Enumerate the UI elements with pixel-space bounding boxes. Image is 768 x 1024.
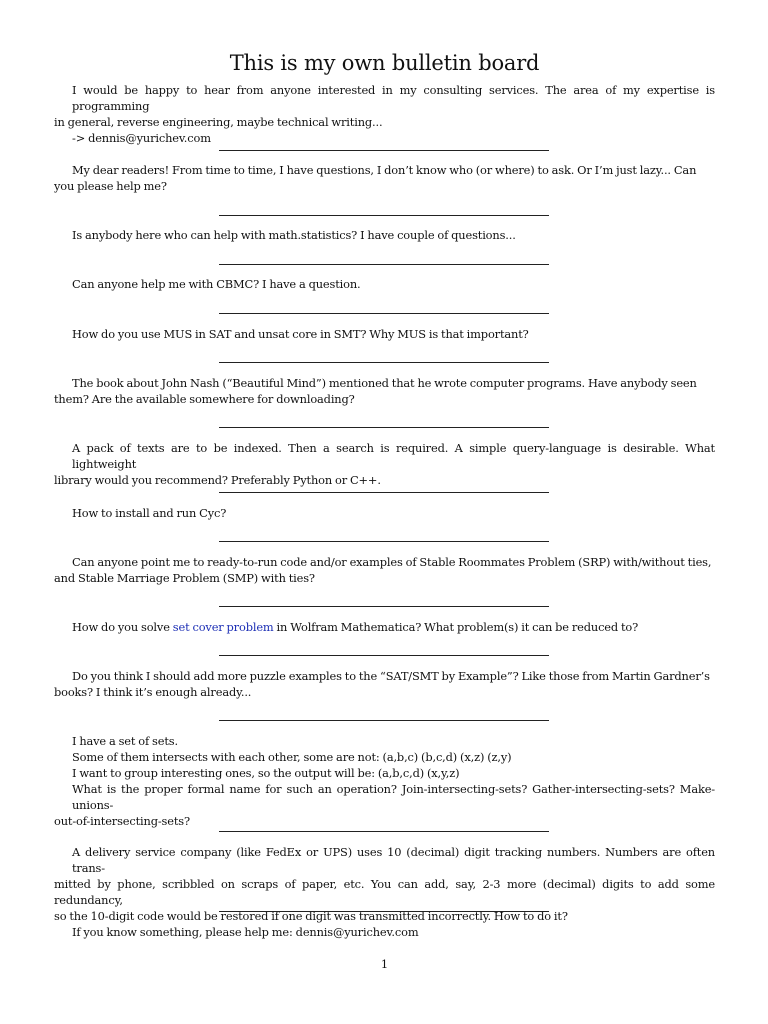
paragraph-text: in Wolfram Mathematica? What problem(s) it can be reduced to?: [273, 620, 639, 634]
separator-rule: [219, 492, 549, 493]
paragraph-set-of-sets: [54, 733, 715, 829]
paragraph-line: The book about John Nash (“Beautiful Mind”) mentioned that he wrote computer programs. Have anybody seen: [72, 376, 697, 390]
paragraph-line: Some of them intersects with each other, some are not: (a,b,c) (b,c,d) (x,z) (z,y): [72, 750, 512, 764]
paragraph-intro-questions: [54, 162, 715, 194]
paragraph-math-statistics: [54, 227, 715, 243]
paragraph-set-cover: [54, 619, 715, 635]
paragraph-line: library would you recommend? Preferably Python or C++.: [54, 473, 381, 487]
paragraph-line: I have a set of sets.: [72, 734, 178, 748]
separator-rule: [219, 215, 549, 216]
paragraph-line: -> dennis@yurichev.com: [72, 131, 211, 145]
paragraph-indexing: [54, 440, 715, 488]
separator-rule: [219, 655, 549, 656]
paragraph-cyc: [54, 505, 715, 521]
set-cover-link[interactable]: set cover problem: [172, 620, 274, 634]
paragraph-line: How to install and run Cyc?: [72, 506, 227, 520]
paragraph-line: mitted by phone, scribbled on scraps of paper, etc. You can add, say, 2-3 more (decimal) digits to add some redundancy,: [54, 877, 715, 907]
separator-rule: [219, 313, 549, 314]
paragraph-line: in general, reverse engineering, maybe technical writing...: [54, 115, 383, 129]
paragraph-line: What is the proper formal name for such an operation? Join-intersecting-sets? Gather-intersecting-sets? Make-unions-: [72, 782, 715, 812]
paragraph-line: Is anybody here who can help with math.statistics? I have couple of questions...: [72, 228, 516, 242]
paragraph-line: How do you use MUS in SAT and unsat core in SMT? Why MUS is that important?: [72, 327, 529, 341]
separator-rule: [219, 831, 549, 832]
paragraph-consulting: [54, 82, 715, 146]
page-title: This is my own bulletin board: [229, 51, 540, 75]
paragraph-line: I want to group interesting ones, so the output will be: (a,b,c,d) (x,y,z): [72, 766, 460, 780]
paragraph-text: How do you solve: [72, 620, 173, 634]
paragraph-line: books? I think it’s enough already...: [54, 685, 252, 699]
paragraph-line: so the 10-digit code would be restored if one digit was transmitted incorrectly. How to do it?: [54, 909, 568, 923]
separator-rule: [219, 720, 549, 721]
paragraph-line: Do you think I should add more puzzle examples to the “SAT/SMT by Example”? Like those from Martin Gardner’s: [72, 669, 710, 683]
page-number: 1: [380, 957, 389, 971]
paragraph-tracking-numbers: [54, 844, 715, 924]
separator-rule: [219, 606, 549, 607]
paragraph-contact: [54, 924, 715, 940]
separator-rule: [219, 911, 549, 912]
paragraph-line: them? Are the available somewhere for downloading?: [54, 392, 355, 406]
paragraph-line: A delivery service company (like FedEx or UPS) uses 10 (decimal) digit tracking numbers. Numbers are often trans-: [72, 845, 715, 875]
paragraph-line: you please help me?: [54, 179, 167, 193]
paragraph-line: If you know something, please help me: dennis@yurichev.com: [72, 925, 419, 939]
paragraph-mus: [54, 326, 715, 342]
paragraph-stable-roommates: [54, 554, 715, 586]
separator-rule: [219, 541, 549, 542]
paragraph-line: I would be happy to hear from anyone interested in my consulting services. The area of my expertise is programming: [72, 83, 715, 113]
paragraph-john-nash: [54, 375, 715, 407]
paragraph-puzzle-examples: [54, 668, 715, 700]
paragraph-line: out-of-intersecting-sets?: [54, 814, 190, 828]
separator-rule: [219, 150, 549, 151]
paragraph-line: [54, 619, 715, 635]
paragraph-cbmc: [54, 276, 715, 292]
paragraph-line: Can anyone point me to ready-to-run code and/or examples of Stable Roommates Problem (SRP) with/without ties,: [72, 555, 712, 569]
paragraph-line: My dear readers! From time to time, I have questions, I don’t know who (or where) to ask. Or I’m just lazy... Can: [72, 163, 697, 177]
separator-rule: [219, 264, 549, 265]
separator-rule: [219, 362, 549, 363]
paragraph-line: and Stable Marriage Problem (SMP) with ties?: [54, 571, 315, 585]
separator-rule: [219, 427, 549, 428]
paragraph-line: Can anyone help me with CBMC? I have a question.: [72, 277, 361, 291]
paragraph-line: A pack of texts are to be indexed. Then a search is required. A simple query-language is desirable. What lightweight: [72, 441, 715, 471]
